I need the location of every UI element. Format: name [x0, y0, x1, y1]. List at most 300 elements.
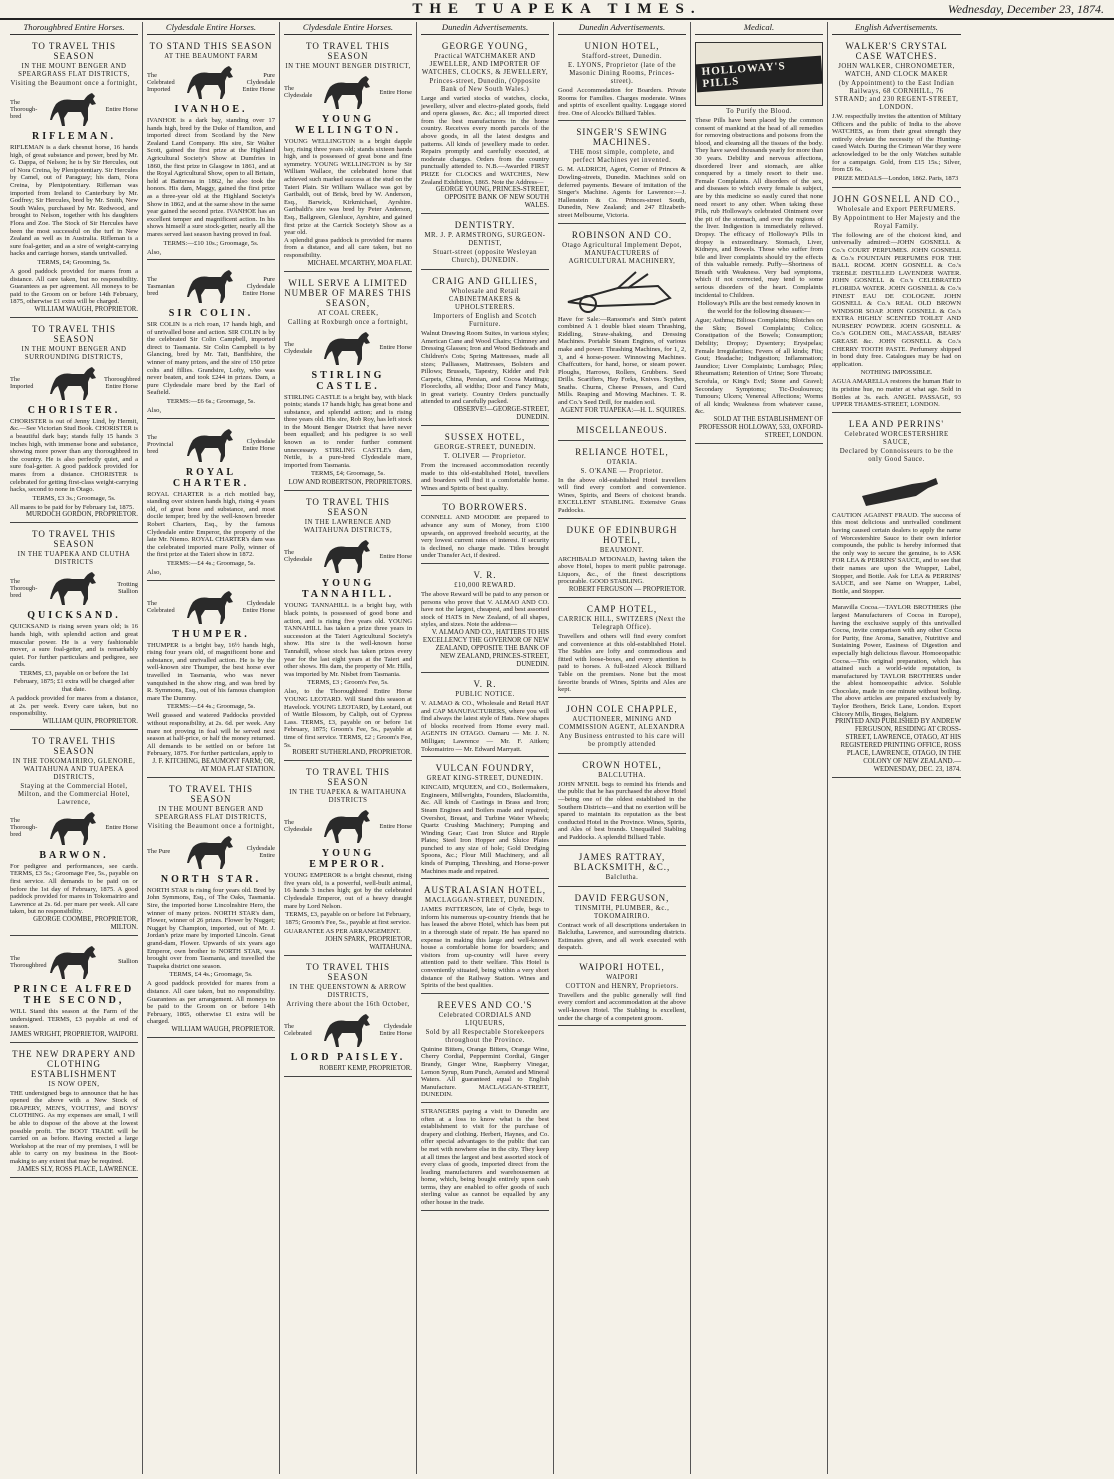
- figure-caption-left: The Thoroughbred: [10, 954, 47, 969]
- horse-engraving-icon: [48, 569, 100, 607]
- ad-title: SUSSEX HOTEL,: [444, 432, 526, 443]
- ad-notes: Also, to the Thoroughbred Entire Horse YOUNG LEOTARD. Will Stand this season at Havelock. YOUNG LEOTARD, by Leotard, out of Wattle Blossom, by Caliph, out of Cypress Lass. TERMS, £3, payable on or before 1st February, 1875; Groom's Fee, 5s., payable at time of first service. TERMS, £2 ; Groom's Fee, 5s.: [284, 688, 412, 749]
- ad-body: Maravilla Cocoa.—TAYLOR BROTHERS (the largest Manufacturers of Cocoa in Europe), having the exclusive supply of this unrivalled Cocoa, invite comparison with any other Cocoa for Purity, fine Aroma, Sanative, Nutritive and Sustaining Power, Easiness of Digestion and especially high delicious flavour. Homoeopathic Cocoa.—This original preparation, which has attained such a world-wide reputation, is manufactured by TAYLOR BROTHERS under the ablest homoeopathic advice. Soluble Chocolate, made in one minute without boiling. The above articles are prepared exclusively by Taylor Brothers, Brick Lane, London. Export Chicory Mills, Bruges, Belgium.: [832, 604, 961, 718]
- advertisement: [832, 191, 961, 413]
- ad-signature: JOHN SPARK, PROPRIETOR, WAITAHUNA.: [325, 935, 412, 951]
- ad-body: Walnut Drawing Room Suites, in various styles; American Cane and Wood Chairs; Chimney and Dressing Glasses; Iron and Wood Bedsteads and Children's Cots; Spring Mattresses, made all sizes; Palliasses, Mattresses, Bolsters and Pillows; Brussels, Tapestry, Kidder and Felt Carpets, China, Persian, and Cocoa Mattings; Floorcloths, all widths; Door and Fancy Mats, in great variety. Country Orders punctually attended to and carefully packed.: [421, 330, 549, 406]
- ad-subtitle: TINSMITH, PLUMBER, &c., TOKOMAIRIRO.: [574, 904, 670, 920]
- ad-subtitle: BALCLUTHA.: [598, 771, 646, 779]
- horse-figure: [10, 89, 138, 129]
- advertisement: [10, 526, 138, 729]
- ad-terms: TERMS, £4; Groomage, 5s.: [311, 470, 385, 478]
- advertisement: [421, 38, 549, 214]
- advertisement: [147, 263, 275, 419]
- figure-caption-right: Stallion: [118, 958, 138, 966]
- ad-terms: TERMS:—£10 10s.; Groomage, 5s.: [163, 239, 259, 247]
- ad-body: JOHN M'NEIL begs to remind his friends and the public that he has purchased the above Hotel—being one of the oldest established in the Southern Districts—and that no exertion will be spared to maintain its reputation as the best conducted Hotel in the Province. Wines, Spirits, and Ales of best brands. Unequalled Stabling and Paddocks. A splendid Billiard Table.: [558, 780, 686, 841]
- ad-subtitle: Stafford-street, Dunedin.: [581, 53, 663, 60]
- figure-caption-left: The Celebrated: [284, 1022, 312, 1037]
- ad-terms: TERMS:—£4 4s.; Groomage, 5s.: [166, 703, 256, 711]
- ad-signature: SOLD AT THE ESTABLISHMENT OF PROFESSOR HOLLOWAY, 533, OXFORD-STREET, LONDON.: [698, 415, 823, 439]
- advertisement: [421, 273, 549, 426]
- ad-subtitle: IN THE MOUNT BENGER AND SPEARGRASS FLAT DISTRICTS,: [18, 63, 130, 78]
- horse-engraving-icon: [322, 73, 374, 111]
- ad-subtitle: Otago Agricultural Implement Depot, MANUFACTURERS of AGRICULTURAL MACHINERY,: [562, 241, 682, 265]
- ad-body: These Pills have been placed by the common consent of mankind at the head of all remedies for removing obstructions and poisons from the blood, and cleansing all the tissues of the body. They have saved thousands yearly for more than 30 years. Debility and nervous affections, disordered liver and stomach, are alike conquered by a timely resort to their use. Female Complaints. All disorders of the sex, and diseases to which every female is subject, are by this medicine so easily cured that none need resort to any other. When taking these Pills, rub Holloway's celebrated Ointment over the pit of the stomach, and over the regions of the liver. Indigestion is immediately relieved. Dropsy. The efficacy of Holloway's Pills in dropsy is extraordinary. Stomach, Liver, Kidneys, and Bowels. Those who suffer from bile and liver complaints should try the effects of this valuable remedy. Puffy—Shortness of Breath with Weakness. Very bad symptoms, which if not corrected, may tend to some serious disorders of the heart. Complaints incidental to Children.: [695, 117, 823, 299]
- figure-caption-right: Pure Clydesdale Entire Horse: [242, 275, 275, 297]
- ad-body: THUMPER is a bright bay, 16½ hands high, rising four years old, of magnificent bone and substance, and unrivalled action. He is by the well-known sire Thumper, the best horse ever travelled in Tasmania, who was never vanquished in the show ring, and was bred by R. Symmons, Esq., out of his famous champion mare The Dummy.: [147, 641, 275, 702]
- ad-title: LEA AND PERRINS': [848, 418, 945, 429]
- advertisement: [10, 733, 138, 936]
- ad-signature: OBSERVE!—GEORGE-STREET, DUNEDIN.: [453, 406, 549, 422]
- ad-body: ROYAL CHARTER is a rich mottled bay, standing over sixteen hands high, rising 4 years old, of great bone and substance, and most docile temper; bred by the well-known breeder Robert Charters, Esq., by the famous Clydesdale entire Emperor, the property of the late Mr. Niemo. ROYAL CHARTER's dam was the celebrated imported mare Polly, winner of the first prize at the Taieri show in 1872.: [147, 490, 275, 559]
- ad-terms: TERMS, £4 4s.; Groomage, 5s.: [169, 971, 253, 979]
- advertisement: [558, 890, 686, 956]
- ad-subtitle: IN THE TUAPEKA AND CLUTHA DISTRICTS: [17, 551, 131, 567]
- horse-name: PRINCE ALFRED THE SECOND,: [13, 983, 135, 1006]
- ad-intro: By Appointment to Her Majesty and the Royal Family.: [832, 214, 961, 230]
- ad-signature: V. ALMAO AND CO., HATTERS TO HIS EXCELLENCY THE GOVERNOR OF NEW ZEALAND, OPPOSITE THE BANK OF NEW ZEALAND, PRINCES-STREET, DUNEDIN.: [422, 628, 549, 668]
- ad-body: The following are of the choicest kind, and universally admired:—JOHN GOSNELL & Co.'s COURT PERFUMES. JOHN GOSNELL & Co.'s FOUNTAIN PERFUMES FOR THE BALL ROOM. JOHN GOSNELL & Co.'s TREBLE DISTILLED LAVENDER WATER. JOHN GOSNELL & Co.'s CELEBRATED FLORIDA WATER. JOHN GOSNELL & Co.'s FINEST EAU DE COLOGNE. JOHN GOSNELL & Co.'s REAL OLD BROWN WINDSOR SOAP. JOHN GOSNELL & Co.'s EXTRA HIGHLY SCENTED TOILET AND NURSERY POWDER. JOHN GOSNELL & Co.'s GOLDEN OIL, MACASSAR, BEARS' GREASE &c. JOHN GOSNELL & Co.'s CHERRY TOOTH PASTE. Perfumery shipped in bond duty free. Catalogues may be had on application.: [832, 231, 961, 368]
- ad-intro: S. O'KANE — Proprietor.: [580, 467, 664, 475]
- ad-body: RIFLEMAN is a dark chesnut horse, 16 hands high, of great substance and power, bred by Mr. G. Dappa, of Nelson; he is by Sir Hercules, out of Nora Creina, by Plenipotentiary. Sir Hercules by Camel, out of Paraguay; his dam, Nora Creina, by Plenipotentiary. Rifleman was imported from Ireland to Canterbury by Mr. Godfrey; Sir Hercules, bred by Mr. Smith, New South Wales, purchased by Mr. Redwood, and brought to Nelson, together with his daughters Flora and Zoe. The Stock of Sir Hercules have been the most successful on the turf in New Zealand as well as in Australia. Rifleman is a sure foal-getter, and as a sire of weight-carrying hacks and carriage horses, stands unrivalled.: [10, 144, 138, 258]
- figure-caption-right: Entire Horse: [105, 105, 138, 113]
- ad-body: J.W. respectfully invites the attention of Military Officers and the public of India to the above WATCHES, as from their great strength they entirely obviate the necessity of the Hunting-cased Watch. During the Crimean War they were acknowledged to be the only Watches suitable for a campaign. Gold, from £15 15s.; Silver, from £6 6s.: [832, 113, 961, 174]
- ad-signature: LOW AND ROBERTSON, PROPRIETORS.: [288, 479, 412, 487]
- ad-subtitle: IN THE TUAPEKA & WAITAHUNA DISTRICTS: [289, 789, 407, 805]
- advertisement: [558, 959, 686, 1026]
- horse-figure: [147, 62, 275, 102]
- ad-notes: A good paddock provided for mares from a distance. All care taken, but no responsibility. Guarantees as per agreement. All moneys to be paid to the Groom on or before 14th February, 1875, otherwise £1 extra will be charged.: [10, 267, 138, 306]
- ad-body: Travellers and the public generally will find every comfort and accommodation at the above well-known Hotel. The Stabling is excellent, under the charge of a competent groom.: [558, 991, 686, 1022]
- advertisement: [421, 760, 549, 879]
- ad-notes: Also,: [147, 568, 162, 576]
- horse-name: BARWON.: [39, 849, 109, 861]
- ad-body: For pedigree and performances, see cards. TERMS, £3 5s.; Groomage Fee, 5s., payable on first service. All demands to be paid on or before the 1st day of February, 1875. A good paddock provided for mares in Tokomairiro and Lawrence at 2s. 6d. per mare per week. All care taken, but no responsibility.: [10, 862, 138, 916]
- figure-caption-right: Entire Horse: [379, 552, 412, 560]
- advertisement: [558, 601, 686, 698]
- ad-intro: COTTON and HENRY, Proprietors.: [565, 982, 679, 990]
- horse-engraving-icon: [322, 329, 374, 367]
- ad-title: JOHN GOSNELL AND CO.,: [832, 193, 961, 204]
- figure-caption-right: Clydesdale Entire Horse: [242, 437, 275, 452]
- ad-body: KINCAID, M'QUEEN, and CO., Boilermakers, Engineers, Millwrights, Founders, Blacksmiths, &c. All kinds of Castings in Brass and Iron; Steam Engines and Boilers made and repaired; Overshot, Breast, and Turbine Water Wheels; Quartz Crushing Machinery; Pumping and Winding Gear; Cast Iron Sluice and Ripple Plates; Steel Iron Hopper and Sluice Plates punched to any size of hole; Gold Dredging Spoons, &c.; Flour Mill Machinery, and all kinds of Pumping, Threshing, and Horse-power Machines made and repaired.: [421, 784, 549, 875]
- advertisement: [421, 429, 549, 496]
- horse-name: LORD PAISLEY.: [290, 1051, 406, 1063]
- horse-engraving-icon: [322, 537, 374, 575]
- horse-figure: [147, 425, 275, 465]
- horse-figure: [10, 942, 138, 982]
- figure-caption-left: The Thorough-bred: [10, 577, 38, 599]
- ad-signature: GEORGE YOUNG, PRINCES-STREET, OPPOSITE BANK OF NEW SOUTH WALES.: [435, 186, 549, 210]
- horse-figure: [284, 72, 412, 112]
- ad-notes: A splendid grass paddock is provided for mares from a distance, and all care taken, but no responsibility.: [284, 236, 412, 259]
- ad-title: TO TRAVEL THIS SEASON: [305, 961, 390, 982]
- ad-title: SINGER'S SEWING MACHINES.: [576, 127, 668, 148]
- ad-subtitle: AUCTIONEER, MINING AND COMMISSION AGENT, ALEXANDRA: [558, 715, 686, 731]
- horse-engraving-icon: [48, 809, 100, 847]
- column-5: [554, 22, 691, 1474]
- ad-title: AUSTRALASIAN HOTEL,: [424, 885, 546, 896]
- figure-caption-right: Entire Horse: [379, 822, 412, 830]
- ad-body: The above Reward will be paid to any person or persons who prove that V. ALMAO AND CO. have not the largest, cheapest, and best assorted stock of HATS in New Zealand, of all shapes, styles, and sizes. Note the address—: [421, 591, 549, 629]
- ad-terms: TERMS, £3 ; Groom's Fee, 5s.: [307, 679, 389, 687]
- figure-caption-right: Clydesdale Entire Horse: [379, 1022, 412, 1037]
- horse-name: THUMPER.: [172, 628, 250, 640]
- horse-engraving-icon: [185, 63, 237, 101]
- horse-engraving-icon: [185, 588, 237, 626]
- advertisement: [558, 124, 686, 223]
- ad-body: CONNELL AND MOODIE are prepared to advance any sum of Money, from £100 upwards, on approved freehold security, at the very lowest current rates of interest. If security is declined, no charge made. Titles brought under Transfer Act, if desired.: [421, 514, 549, 560]
- ad-subtitle: IN THE MOUNT BENGER AND SURROUNDING DISTRICTS,: [21, 345, 127, 361]
- issue-date: Wednesday, December 23, 1874.: [947, 2, 1104, 16]
- ad-notes: Well grassed and watered Paddocks provided without responsibility, at 2s. 6d. per week. Any mare not proving in foal will be served next season at half-price, or half the money returned. All demands to be settled on or before 1st February, 1875. For further particulars, apply to: [147, 712, 275, 758]
- ad-signature: PRINTED AND PUBLISHED BY ANDREW FERGUSON, RESIDING AT CROSS-STREET, LAWRENCE, OTAGO, AT HIS REGISTERED PRINTING OFFICE, ROSS PLACE, LAWRENCE, OTAGO, IN THE COLONY OF NEW ZEALAND.—WEDNESDAY, DEC. 23, 1874.: [835, 718, 961, 774]
- column-7: [828, 22, 965, 1474]
- column-heading: Dunedin Advertisements.: [558, 22, 686, 35]
- ad-body: STRANGERS paying a visit to Dunedin are often at a loss to know what is the best establishment to visit for the purchase of drapery and clothing. Herbert, Haynes, and Co. offer special advantages to the public that can be met with nowhere else in the city. They keep at all times the largest and best assorted stock of every class of goods, imported direct from the leading manufacturers and warehousemen at home, which, being bought entirely upon cash terms, they are enabled to offer goods of such sterling value as cannot be equalled by any other house in the trade.: [421, 1107, 549, 1207]
- ad-subtitle: JOHN WALKER, CHRONOMETER, WATCH, AND CLOCK MAKER: [838, 63, 955, 78]
- column-heading: Thoroughbred Entire Horses.: [10, 22, 138, 35]
- figure-caption-right: Pure Clydesdale Entire Horse: [242, 71, 275, 93]
- horse-engraving-icon: [48, 364, 100, 402]
- advertisement: [10, 321, 141, 524]
- horse-engraving-icon: [322, 1011, 374, 1049]
- horse-name: IVANHOE.: [174, 104, 248, 115]
- advertisement: [558, 444, 686, 519]
- ad-notes: AGUA AMARELLA restores the human Hair to its pristine hue, no matter at what age. Sold in Bottles at 3s. each. ANGEL PASSAGE, 93 UPPER THAMES-STREET, LONDON.: [832, 378, 961, 409]
- advertisement: [421, 499, 549, 564]
- ad-terms: PRIZE MEDALS—London, 1862. Paris, 1873: [834, 174, 959, 182]
- horse-engraving-icon: [185, 426, 237, 464]
- ad-title: TO TRAVEL THIS SEASON: [305, 41, 390, 61]
- ad-subtitle: IS NOW OPEN,: [48, 1080, 100, 1088]
- ad-subtitle: To Purify the Blood.: [726, 108, 792, 115]
- ad-terms: TERMS:—£4 4s.; Groomage, 5s.: [166, 559, 256, 567]
- horse-engraving-icon: [48, 90, 100, 128]
- ad-signature: WILLIAM WAUGH, PROPRIETOR.: [171, 1025, 275, 1033]
- ad-subtitle: Celebrated CORDIALS AND LIQUEURS,: [438, 1011, 532, 1027]
- advertisement: [421, 1106, 549, 1211]
- columns: [6, 22, 1108, 1474]
- ad-title: TO TRAVEL THIS SEASON: [31, 323, 116, 344]
- pill-banner: HOLLOWAY'S PILLS: [695, 56, 823, 93]
- ad-body: IVANHOE is a dark bay, standing over 17 hands high, bred by the Duke of Hamilton, and imported direct from Scotland by the New Zealand Land Company. His sire, Sir Walter Scott, gained the first prize at the Highland Agricultural Society's Show at Dumfries in 1860, the first prize in Glasgow in 1861, and at the Royal Agricultural Show, open to all Britain, held at Battersea in 1862, he also took the honors. His dam, Maggy, gained the first prize as a three-year old at the Highland Society's Show in 1862, and at the same show in the same year gained the second prize. IVANHOE has an excellent temper and magnificent action. In his shows himself a sure stock-getter, nearly all the mares served last season having proved in foal.: [147, 117, 276, 238]
- ad-title: DENTISTRY.: [454, 220, 516, 231]
- ad-signature: JAMES WRIGHT, PROPRIETOR, WAIPORI.: [10, 1030, 138, 1038]
- column-3: [280, 22, 417, 1474]
- advertisement: [421, 676, 549, 757]
- ad-title: TO TRAVEL THIS SEASON: [168, 783, 253, 804]
- ad-notes: All mares to be paid for by February 1st, 1875.: [10, 503, 134, 511]
- ad-intro: Sold by all Respectable Storekeepers throughout the Province.: [425, 1028, 545, 1044]
- ad-notes: Ague; Asthma; Bilious Complaints; Blotches on the Skin; Bowel Complaints; Colics; Constipation of the Bowels; Consumption; Debility; Dropsy; Dysentery; Erysipelas; Female Irregularities; Fevers of all kinds; Fits; Gout; Headache; Indigestion; Inflammation; Jaundice; Liver Complaints; Lumbago; Piles; Rheumatism; Retention of Urine; Sore Throats; Scrofula, or King's Evil; Stone and Gravel; Secondary Symptoms; Tic-Douloureux; Tumours; Ulcers; Venereal Affections; Worms of all kinds; Weakness from whatever cause, &c.: [695, 317, 823, 416]
- ad-title: WAIPORI HOTEL,: [579, 961, 665, 972]
- figure-caption-right: Entire Horse: [379, 344, 412, 351]
- figure-caption-right: Trotting Stallion: [117, 581, 138, 596]
- ad-title: V. R.: [473, 570, 497, 580]
- horse-name: RIFLEMAN.: [32, 131, 116, 142]
- advertisement: [695, 38, 823, 444]
- ad-title: TO TRAVEL THIS SEASON: [31, 735, 116, 756]
- ad-body: SIR COLIN is a rich roan, 17 hands high, and of unrivalled bone and action. SIR COLIN is by the celebrated Sir Colin Campbell, imported direct to Tasmania. Sir Colin Campbell is by Glancing, bred by Mr. Tait, Banffshire, the winner of many prizes, and the sire of 150 prize colts and fillies. Grandsire, Lofty, who was never beaten, and took £244 in prizes. Dam, a pure Clydesdale mare bred by the Earl of Seafield.: [147, 321, 275, 397]
- ad-subtitle: IN THE TOKOMAIRIRO, GLENORE, WAITAHUNA AND TUAPEKA DISTRICTS,: [12, 757, 136, 781]
- advertisement: [147, 422, 275, 581]
- ad-signature: ROBERT SUTHERLAND, PROPRIETOR.: [292, 749, 412, 757]
- advertisement: [421, 882, 549, 994]
- advertisement: [558, 757, 686, 846]
- ad-title: CAMP HOTEL,: [586, 604, 658, 614]
- ad-body: ARCHIBALD M'DONALD, having taken the above Hotel, hopes to merit public patronage. Liquors, &c., of the finest descriptions procurable. GOOD STABLING.: [558, 555, 686, 586]
- ad-signature: J. F. KITCHING, BEAUMONT FARM; OR, AT MOA FLAT STATION.: [152, 757, 275, 773]
- horse-figure: [147, 266, 275, 306]
- masthead: [0, 0, 1114, 20]
- figure-caption-left: The Clydesdale: [284, 549, 313, 564]
- figure-caption-right: Entire Horse: [379, 88, 412, 96]
- ad-notes: Also,: [147, 248, 162, 256]
- advertisement: [10, 38, 138, 318]
- ad-subtitle: Wholesale and Retail CABINETMAKERS & UPHOLSTERERS.: [448, 288, 522, 312]
- horse-name: YOUNG TANNAHILL.: [301, 578, 395, 601]
- ad-body: STIRLING CASTLE is a bright bay, with black points; stands 17 hands high; has great bone and substance, and splendid action; and is rising three years old. His sire, Rob Roy, has left stock in the Mount Benger District that have never been equalled; and his pedigree is so well known as to render further comment unnecessary. STIRLING CASTLE's dam, Nettle, is a pure-bred Clydesdale mare, imported from Tasmania.: [284, 393, 412, 469]
- figure-caption-left: The Celebrated: [147, 599, 175, 614]
- ad-intro: Any Business entrusted to his care will be promptly attended: [559, 732, 685, 748]
- advertisement: [558, 422, 686, 441]
- ad-terms: TERMS, £3, payable on or before 1st February, 1875; Groom's Fee, 5s., payable at first service.: [285, 911, 411, 927]
- figure-caption-left: The Imported: [10, 375, 34, 390]
- ad-intro: Importers of English and Scotch Furniture.: [433, 313, 537, 329]
- ad-title: TO TRAVEL THIS SEASON: [305, 497, 390, 518]
- figure-caption-right: Clydesdale Entire Horse: [242, 599, 275, 614]
- advertisement: [421, 997, 549, 1103]
- ad-title: RELIANCE HOTEL,: [575, 446, 669, 457]
- plough-illustration: [558, 268, 686, 314]
- ad-signature: ROBERT FERGUSON — PROPRIETOR.: [568, 586, 686, 593]
- ad-subtitle: IN THE QUEENSTOWN & ARROW DISTRICTS,: [289, 983, 407, 999]
- ad-terms: TERMS:—£6 6s.; Groomage, 5s.: [166, 398, 256, 406]
- ad-subtitle: IN THE LAWRENCE AND WAITAHUNA DISTRICTS,: [303, 519, 393, 535]
- advertisement: [421, 217, 549, 270]
- ad-subtitle: Practical WATCHMAKER AND JEWELLER, AND IMPORTER OF WATCHES, CLOCKS, & JEWELLERY,: [421, 53, 549, 76]
- advertisement: [558, 701, 686, 754]
- ad-subtitle: WAIPORI: [606, 973, 638, 981]
- ad-subtitle: PUBLIC NOTICE.: [455, 690, 515, 698]
- ad-body: Travellers and others will find every comfort and convenience at this old-established Hotel. The Stables are lofty and commodious and fitted with loose-boxes, and every attention is paid to horses. A full-sized Alcock Billiard Table on the premises. None but the most favorite brands of Wines, Spirits and Ales are kept.: [558, 633, 686, 694]
- advertisement: [284, 275, 412, 492]
- ad-intro: Calling at Roxburgh once a fortnight,: [287, 318, 409, 326]
- ad-body: Contract work of all descriptions undertaken in Balclutha, Lawrence, and surrounding districts. Estimates given, and all work executed with despatch.: [558, 921, 686, 952]
- ad-title: WALKER'S CRYSTAL CASE WATCHES.: [845, 41, 948, 61]
- ad-title: CROWN HOTEL,: [582, 759, 662, 770]
- ad-subtitle: £10,000 REWARD.: [454, 582, 516, 589]
- column-heading: Dunedin Advertisements.: [421, 22, 549, 35]
- ad-intro: Visiting the Beaumont once a fortnight,: [147, 822, 275, 830]
- ad-intro: Visiting the Beaumont once a fortnight,: [10, 80, 138, 87]
- ad-notes: GUARANTEE AS PER ARRANGEMENT.: [284, 928, 401, 936]
- advertisement: [284, 764, 412, 956]
- advertisement: [832, 38, 961, 188]
- ad-title: VULCAN FOUNDRY,: [435, 763, 535, 774]
- ad-intro: Princes-street, Dunedin, (Opposite Bank of New South Wales.): [429, 78, 541, 93]
- advertisement: [284, 959, 412, 1077]
- ad-title: THE NEW DRAPERY AND CLOTHING ESTABLISHMENT: [12, 1048, 136, 1079]
- horse-engraving-icon: [185, 833, 237, 871]
- ad-title: JAMES RATTRAY, BLACKSMITH, &C.,: [573, 851, 671, 872]
- ad-subtitle: CARRICK HILL, SWITZERS (Next the Telegraph Office).: [558, 616, 686, 631]
- ad-body: G. M. ALDRICH, Agent, Corner of Princes & Dowling-streets, Dunedin. Machines sold on deferred payments. Beware of imitation of the Singer's Machine. Agents for Lawrence:—J. Hallenstein & Co. Princes-street South, Dunedin, New Zealand; and 247 Elizabeth-street Melbourne, Victoria.: [558, 166, 686, 219]
- ad-subtitle: GREAT KING-STREET, DUNEDIN.: [426, 775, 544, 783]
- ad-signature: AGENT FOR TUAPEKA:—H. L. SQUIRES.: [560, 406, 686, 414]
- ad-title: WILL SERVE A LIMITED NUMBER OF MARES THIS SEASON,: [284, 277, 412, 308]
- newspaper-title: THE TUAPEKA TIMES.: [412, 1, 702, 17]
- horse-engraving-icon: [48, 943, 100, 981]
- ad-title: DUKE OF EDINBURGH HOTEL,: [566, 524, 678, 545]
- figure-caption-right: Clydesdale Entire: [246, 844, 275, 859]
- horse-name: STIRLING CASTLE.: [311, 369, 385, 392]
- ad-subtitle: AT THE BEAUMONT FARM: [164, 53, 258, 60]
- ad-subtitle: Balclutha.: [605, 873, 639, 881]
- figure-caption-left: The Celebrated Imported: [147, 71, 175, 93]
- ad-body: JAMES PATTERSON, late of Clyde, begs to inform his numerous up-country friends that he has leased the above Hotel, which has been put in a thorough state of repair. He has spared no expense in making this large and well-known house a comfortable home for boarders; and visitors from up-country will have every attention paid to their welfare. This Hotel is conveniently situated, being within a very short distance of the Railway Station. Wines and Spirits of the best qualities.: [421, 906, 549, 990]
- ad-title: GEORGE YOUNG,: [441, 41, 529, 51]
- column-4: [417, 22, 554, 1474]
- advertisement: [558, 849, 686, 887]
- ad-title: TO TRAVEL THIS SEASON: [305, 767, 390, 788]
- ad-intro: T. OLIVER — Proprietor.: [443, 453, 527, 461]
- horse-figure: [10, 568, 138, 608]
- horse-engraving-icon: [322, 807, 374, 845]
- ad-subtitle: OTAKIA.: [606, 458, 638, 466]
- horse-figure: [10, 363, 141, 403]
- figure-caption-left: The Clydesdale: [284, 819, 313, 834]
- ad-subtitle: Celebrated WORCESTERSHIRE SAUCE,: [844, 430, 949, 446]
- ad-terms: Holloway's Pills are the best remedy known in the world for the following diseases:—: [697, 300, 821, 316]
- ad-subtitle: IN THE MOUNT BENGER AND SPEARGRASS FLAT DISTRICTS,: [155, 805, 267, 821]
- ad-body: Quinine Bitters, Orange Bitters, Orange Wine, Cherry Cordial, Peppermint Cordial, Ginger Brandy, Ginger Wine, Raspberry Vinegar, Lemon Syrup, Rum Punch, Aerated and Mineral Waters. All guaranteed equal to English Manufacture. MACLAGGAN-STREET, DUNEDIN.: [421, 1045, 549, 1099]
- ad-body: CAUTION AGAINST FRAUD. The success of this most delicious and unrivalled condiment having caused certain dealers to apply the name of Worcestershire Sauce to their own inferior compounds, the public is hereby informed that the only way to secure the genuine, is to ASK FOR LEA & PERRINS' SAUCE, and to see that their names are upon the Wrapper, Label, Stopper, and Bottle. Ask for LEA & PERRINS' SAUCE, and see Name on Wrapper, Label, Bottle, and Stopper.: [832, 511, 961, 595]
- ad-subtitle: MACLAGGAN-STREET, DUNEDIN.: [425, 897, 545, 905]
- ad-title: REEVES AND CO.'S: [437, 999, 533, 1010]
- ad-subtitle: MR. J. P. ARMSTRONG, SURGEON-DENTIST,: [424, 232, 546, 248]
- ad-title: TO STAND THIS SEASON: [149, 41, 273, 51]
- horse-name: SIR COLIN.: [168, 308, 254, 320]
- ad-title: MISCELLANEOUS.: [576, 424, 668, 435]
- ad-terms: TERMS, £3 3s.; Groomage, 5s.: [32, 494, 116, 502]
- horse-engraving-icon: [185, 267, 237, 305]
- ad-signature: WILLIAM QUIN, PROPRIETOR.: [42, 717, 138, 725]
- ad-body: QUICKSAND is rising seven years old; is 16 hands high, with splendid action and great muscular power. He is a very fashionable mover, a sure foal-getter, and is remarkably quiet. For further particulars and pedigree, see cards.: [10, 623, 138, 669]
- figure-caption-left: The Thorough-bred: [10, 98, 38, 120]
- advertisement: [284, 494, 412, 761]
- ad-subtitle: BEAUMONT.: [599, 546, 645, 554]
- ad-intro: (by Appointment) to the East Indian Railways, 68 CORNHILL, 76 STRAND; and 230 REGENT-STREET, LONDON.: [834, 80, 959, 111]
- ad-body: In the above old-established Hotel travellers will find every comfort and convenience. Wines, Spirits, and Beers of choicest brands. EXCELLENT STABLING. Extensive Grass Paddocks.: [558, 476, 686, 515]
- ad-signature: MURDOCH GORDON, PROPRIETOR.: [25, 511, 138, 519]
- horse-figure: [147, 832, 275, 872]
- advertisement: [10, 939, 138, 1043]
- advertisement: [147, 584, 275, 778]
- horse-name: ROYAL CHARTER.: [172, 466, 250, 489]
- ad-subtitle: Wholesale and Export PERFUMERS.: [837, 205, 956, 213]
- ad-signature: JAMES SLY, ROSS PLACE, LAWRENCE.: [17, 1165, 138, 1173]
- ad-subtitle: AT COAL CREEK,: [317, 309, 379, 317]
- column-1: [6, 22, 143, 1474]
- ad-intro: THE most simple, complete, and perfect Machines yet invented.: [569, 149, 675, 165]
- ad-body: NORTH STAR is rising four years old. Bred by John Symmons, Esq., of The Oaks, Tasmania. Sire, the imported horse Lincolnshire Hero, the winner of many prizes. NORTH STAR's dam, Flower, winner of 26 prizes. Flower by Nugget; Nugget by Champion, imported, out of Mr. J. Jordan's prize mare by imported Lincoln. Great grand-dam, Flower. Upwards of six years ago Emperor, own brother to NORTH STAR, was brought over from Tasmania, and travelled the Tuapeka district one season.: [147, 886, 275, 970]
- horse-figure: [284, 328, 412, 368]
- horse-name: QUICKSAND.: [27, 610, 121, 622]
- ad-body: Large and varied stocks of watches, clocks, jewellery, silver and electro-plated goods, field and opera glasses, &c. &c.; all imported direct from the best manufacturers in the home country. Receives every month parcels of the above goods, in all the latest designs and patterns. All kinds of jewellery made to order. Repairs promptly and carefully executed, at moderate charges. Orders from the country punctually attended to. N.B.—Awarded FIRST PRIZE for CLOCKS and WATCHES, New Zealand Exhibition, 1865. Note the Address—: [421, 95, 549, 186]
- ad-body: CHORISTER is out of Jenny Lind, by Hermit, &c.—See Victorian Stud Book. CHORISTER is a beautiful dark bay; stands fully 15 hands 3 inches high, with immense bone and substance, showing more power than any thoroughbred in the country. He is also perfectly quiet, and a sure foal-getter. A good paddock provided for mares from a distance. CHORISTER is celebrated for getting first-class weight-carrying hacks, second to none in Otago.: [10, 417, 138, 494]
- ad-title: UNION HOTEL,: [584, 41, 660, 51]
- ad-body: YOUNG EMPEROR is a bright chesnut, rising five years old, is a powerful, well-built animal, 16 hands 3 inches high; got by the celebrated Clydesdale Emperor, out of a heavy draught mare by Lord Nelson.: [284, 872, 412, 910]
- figure-caption-left: The Tasmanian bred: [147, 275, 175, 297]
- figure-caption-right: Entire Horse: [105, 824, 138, 832]
- ad-signature: WILLIAM WAUGH, PROPRIETOR.: [34, 305, 138, 313]
- advertisement: [832, 416, 961, 600]
- ad-terms: TERMS, £3, payable on or before the 1st February, 1875; £1 extra will be charged after that date.: [13, 669, 135, 693]
- ad-title: ROBINSON AND CO.: [571, 229, 673, 240]
- ad-signature: MICHAEL M'CARTHY, MOA FLAT.: [307, 259, 412, 267]
- advertisement: [421, 567, 549, 673]
- ad-signature: ROBERT KEMP, PROPRIETOR.: [319, 1064, 412, 1072]
- horse-figure: [10, 808, 138, 848]
- figure-caption-left: The Thorough-bred: [10, 817, 38, 839]
- ad-body: Have for Sale:—Ransome's and Sim's patent combined A 1 double blast steam Thrashing, Riddling, Straw-shaking, and Dressing Machines. Portable Steam Engines, of various make and power. Thrashing Machines, for 1, 2, 3, and 4 horse-power. Winnowing Machines. Chaffcutters, for hand, horse, or steam power. Ploughs, Harrows, Rollers, Grubbers. Seed Drills. Scarifiers, Hay Forks, Knives. Scythes, Snaths. Churns, Cheese Presses, and Curd Mills. Reaping and Mowing Machines. T. R. and Co.'s Seed Drill, for maiden soil.: [558, 315, 686, 407]
- ad-title: TO TRAVEL THIS SEASON: [31, 529, 116, 550]
- advertisement: [832, 602, 961, 778]
- column-heading: English Advertisements.: [832, 22, 961, 35]
- figure-caption-left: The Clydesdale: [284, 85, 313, 99]
- column-heading: Clydesdale Entire Horses.: [147, 22, 275, 35]
- ad-notes: A paddock provided for mares from a distance, at 2s. per week. Every care taken, but no responsibility.: [10, 694, 138, 718]
- horse-figure: [284, 806, 412, 846]
- ad-title: TO BORROWERS.: [442, 502, 528, 513]
- ad-title: JOHN COLE CHAPPLE,: [566, 703, 678, 714]
- ad-body: YOUNG TANNAHILL is a bright bay, with black points, is possessed of good bone and action, and is rising five years old. YOUNG TANNAHILL has taken a prize three years in succession at the Taieri Agricultural Society's show. His sire is the well-known horse Tannahill, whose stock has taken prizes every year for the last eight years at the Taieri and other shows. His dam, the property of Mr. Hills, was imported by Mr. Nisbet from Tasmania.: [284, 602, 412, 678]
- ad-title: CRAIG AND GILLIES,: [432, 276, 538, 287]
- advertisement: [284, 38, 412, 272]
- holloway-pills-illustration: [695, 42, 823, 106]
- ad-title: DAVID FERGUSON,: [574, 892, 670, 903]
- ad-intro: Arriving there about the 16th October,: [286, 1000, 410, 1008]
- ad-subtitle: GEORGE-STREET, DUNEDIN.: [434, 444, 536, 452]
- ad-intro: Stuart-street (opposite Wesleyan Church), DUNEDIN.: [432, 249, 538, 265]
- ad-notes: A good paddock provided for mares from a distance. All care taken, but no responsibility. Guarantees as per arrangement. All moneys to be paid to the Groom on or before 14th February, 1865, otherwise £1 extra will be charged.: [147, 980, 275, 1026]
- horse-name: CHORISTER.: [27, 404, 121, 416]
- horse-figure: [284, 536, 412, 576]
- ad-terms: TERMS, £4; Grooming, 5s.: [37, 258, 111, 266]
- ad-body: THE undersigned begs to announce that he has opened the above with a New Stock of DRAPERY, MEN'S, YOUTHS', and BOYS' CLOTHING. As my expenses are small, I will be able to dispose of the above at the lowest possible profit. The BOOT TRADE will be carried on as before. Having erected a large Workshop at the rear of my premises, I will be able to carry on my business in the Boot-making to any extent that may be required.: [10, 1089, 138, 1166]
- advertisement: [147, 781, 275, 1038]
- ad-title: TO TRAVEL THIS SEASON: [31, 41, 116, 61]
- ad-intro: E. LYONS, Proprietor (late of the Masonic Dining Rooms, Princes-street).: [567, 62, 677, 85]
- advertisement: [147, 38, 275, 260]
- ad-intro: Staying at the Commercial Hotel, Milton, and the Commercial Hotel, Lawrence,: [17, 782, 130, 806]
- column-heading: Clydesdale Entire Horses.: [284, 22, 412, 35]
- column-heading: Medical.: [695, 22, 823, 35]
- horse-name: YOUNG EMPEROR.: [309, 848, 387, 871]
- sauce-bottle-illustration: [832, 466, 961, 510]
- horse-figure: [147, 587, 275, 627]
- figure-caption-left: The Provincial bred: [147, 434, 174, 456]
- ad-title: V. R.: [473, 678, 497, 689]
- ad-notes: Also,: [147, 407, 162, 415]
- advertisement: [558, 522, 686, 598]
- advertisement: [10, 1046, 138, 1178]
- advertisement: [558, 227, 686, 419]
- horse-name: NORTH STAR.: [160, 873, 262, 885]
